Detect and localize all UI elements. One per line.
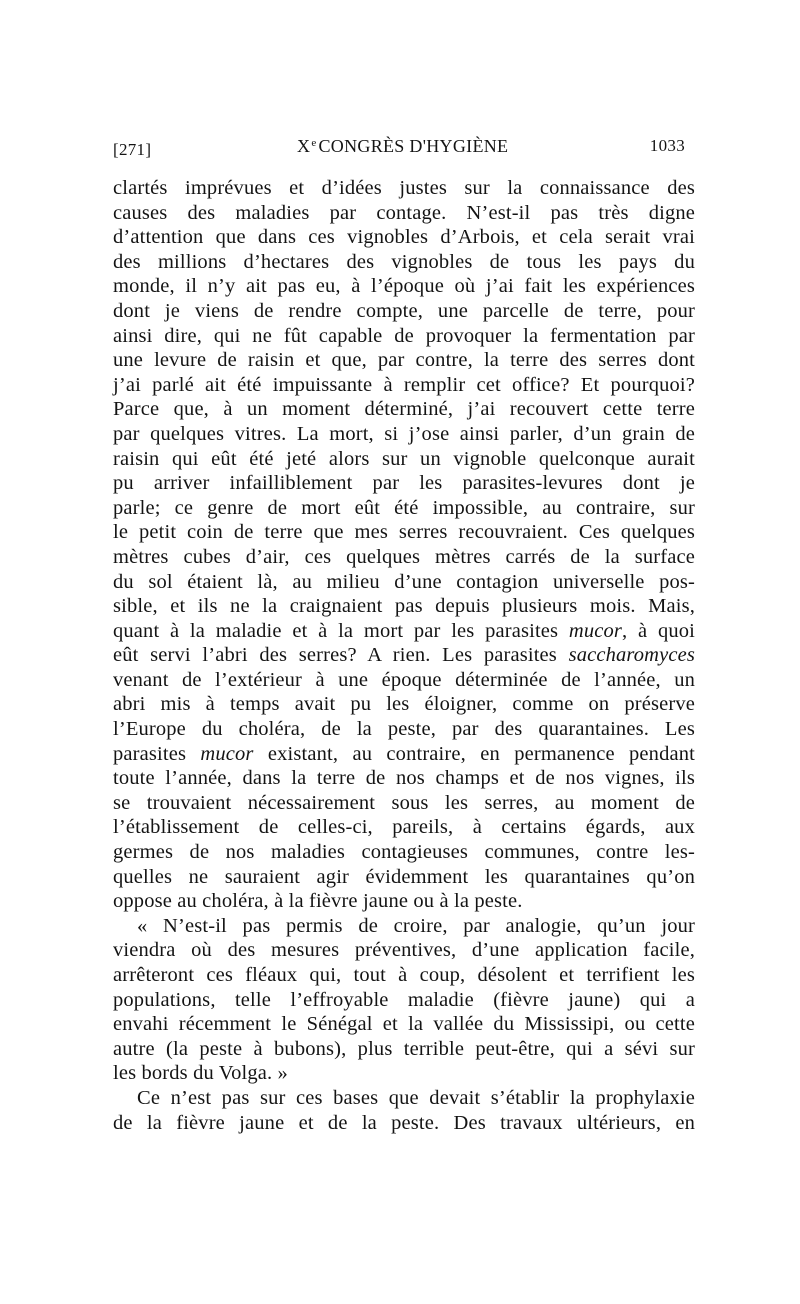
text-line <box>113 963 695 988</box>
text-line <box>113 889 695 914</box>
text-segment: dont je viens de rendre compte, une parcelle de terre, pour <box>113 299 695 322</box>
text-line <box>113 496 695 521</box>
text-segment: parasites <box>113 742 201 765</box>
text-segment: toute l’année, dans la terre de nos champs et de nos vignes, ils <box>113 767 695 790</box>
text-line <box>113 1012 695 1037</box>
text-segment: sible, et ils ne la craignaient pas depuis plusieurs mois. Mais, <box>113 595 695 618</box>
text-segment: les bords du Volga. » <box>113 1062 288 1085</box>
text-line <box>113 643 695 668</box>
text-line <box>113 668 695 693</box>
text-line <box>113 299 695 324</box>
text-line <box>113 324 695 349</box>
text-line <box>113 742 695 767</box>
text-line <box>113 447 695 472</box>
text-segment: envahi récemment le Sénégal et la vallée du Mississipi, ou cette <box>113 1013 695 1036</box>
text-line <box>113 1037 695 1062</box>
text-line <box>113 373 695 398</box>
text-line <box>113 225 695 250</box>
text-segment: une levure de raisin et que, par contre, la terre des serres dont <box>113 349 695 372</box>
text-segment: j’ai parlé ait été impuissante à remplir cet office? Et pourquoi? <box>113 373 695 396</box>
text-line <box>113 397 695 422</box>
text-line <box>113 570 695 595</box>
text-line <box>113 274 695 299</box>
text-segment: par quelques vitres. La mort, si j’ose ainsi parler, d’un grain de <box>113 422 695 445</box>
text-line <box>113 766 695 791</box>
text-segment: du sol étaient là, au milieu d’une contagion universelle pos- <box>113 570 695 593</box>
text-segment: eût servi l’abri des serres? A rien. Les parasites <box>113 644 569 667</box>
text-segment: le petit coin de terre que mes serres recouvraient. Ces quelques <box>113 521 695 544</box>
text-line <box>113 545 695 570</box>
text-line <box>113 250 695 275</box>
text-segment: viendra où des mesures préventives, d’une application facile, <box>113 939 695 962</box>
text-segment: existant, au contraire, en permanence pendant <box>253 742 695 765</box>
text-line <box>113 791 695 816</box>
text-segment: causes des maladies par contage. N’est-il pas très digne <box>113 201 695 224</box>
text-line <box>113 1061 695 1086</box>
text-segment: quant à la maladie et à la mort par les parasites <box>113 619 569 642</box>
text-line <box>113 520 695 545</box>
text-segment: se trouvaient nécessairement sous les serres, au moment de <box>113 791 695 814</box>
italic-term: mucor <box>568 619 623 642</box>
text-line <box>113 914 695 939</box>
text-line <box>113 692 695 717</box>
text-segment: Parce que, à un moment déterminé, j’ai recouvert cette terre <box>113 398 695 421</box>
text-line <box>113 176 695 201</box>
running-header <box>113 136 685 162</box>
text-line <box>113 717 695 742</box>
italic-term: saccharomyces <box>568 644 695 667</box>
text-line <box>113 422 695 447</box>
text-segment: des millions d’hectares des vignobles de tous les pays du <box>113 250 695 273</box>
text-segment: l’Europe du choléra, de la peste, par des quarantaines. Les <box>113 718 695 741</box>
running-title-rest: CONGRÈS D'HYGIÈNE <box>318 136 509 156</box>
body-text <box>113 176 695 1135</box>
text-segment: populations, telle l’effroyable maladie (fièvre jaune) qui a <box>113 988 695 1011</box>
text-segment: de la fièvre jaune et de la peste. Des travaux ultérieurs, en <box>113 1111 695 1134</box>
text-segment: d’attention que dans ces vignobles d’Arbois, et cela serait vrai <box>113 226 695 249</box>
text-segment: pu arriver infailliblement par les parasites-levures dont je <box>113 472 695 495</box>
text-segment: , à quoi <box>622 619 695 642</box>
text-line <box>113 201 695 226</box>
text-line <box>113 594 695 619</box>
text-line <box>113 348 695 373</box>
text-segment: abri mis à temps avait pu les éloigner, comme on préserve <box>113 693 695 716</box>
text-segment: mètres cubes d’air, ces quelques mètres carrés de la surface <box>113 545 695 568</box>
text-segment: raisin qui eût été jeté alors sur un vignoble quelconque aurait <box>113 447 695 470</box>
text-segment: l’établissement de celles-ci, pareils, à certains égards, aux <box>113 816 695 839</box>
text-segment: Ce n’est pas sur ces bases que devait s’établir la prophylaxie <box>137 1086 695 1109</box>
text-segment: quelles ne sauraient agir évidemment les quarantaines qu’on <box>113 865 695 888</box>
text-line <box>113 815 695 840</box>
text-segment: ainsi dire, qui ne fût capable de provoquer la fermentation par <box>113 324 695 347</box>
text-line <box>113 988 695 1013</box>
running-title-sup: e <box>311 137 317 149</box>
text-line <box>113 471 695 496</box>
running-title <box>297 136 508 157</box>
text-segment: clartés imprévues et d’idées justes sur la connaissance des <box>113 177 695 199</box>
text-segment: venant de l’extérieur à une époque déterminée de l’année, un <box>113 668 695 691</box>
text-line <box>113 619 695 644</box>
page-reference: [271] <box>113 140 152 159</box>
page-number: 1033 <box>649 136 685 155</box>
italic-term: mucor <box>200 742 254 765</box>
text-segment: arrêteront ces fléaux qui, tout à coup, désolent et terrifient les <box>113 964 695 986</box>
text-line <box>113 1111 695 1136</box>
text-segment: « N’est-il pas permis de croire, par analogie, qu’un jour <box>137 914 695 937</box>
text-line <box>113 1086 695 1111</box>
text-line <box>113 865 695 890</box>
text-segment: autre (la peste à bubons), plus terrible peut-être, qui a sévi sur <box>113 1037 695 1060</box>
text-line <box>113 938 695 963</box>
text-line <box>113 840 695 865</box>
text-segment: monde, il n’y ait pas eu, à l’époque où j’ai fait les expériences <box>113 275 695 298</box>
text-segment: germes de nos maladies contagieuses communes, contre les- <box>113 841 695 864</box>
running-title-prefix: X <box>297 136 311 156</box>
text-segment: parle; ce genre de mort eût été impossible, au contraire, sur <box>113 496 695 519</box>
text-segment: oppose au choléra, à la fièvre jaune ou à la peste. <box>113 890 523 913</box>
